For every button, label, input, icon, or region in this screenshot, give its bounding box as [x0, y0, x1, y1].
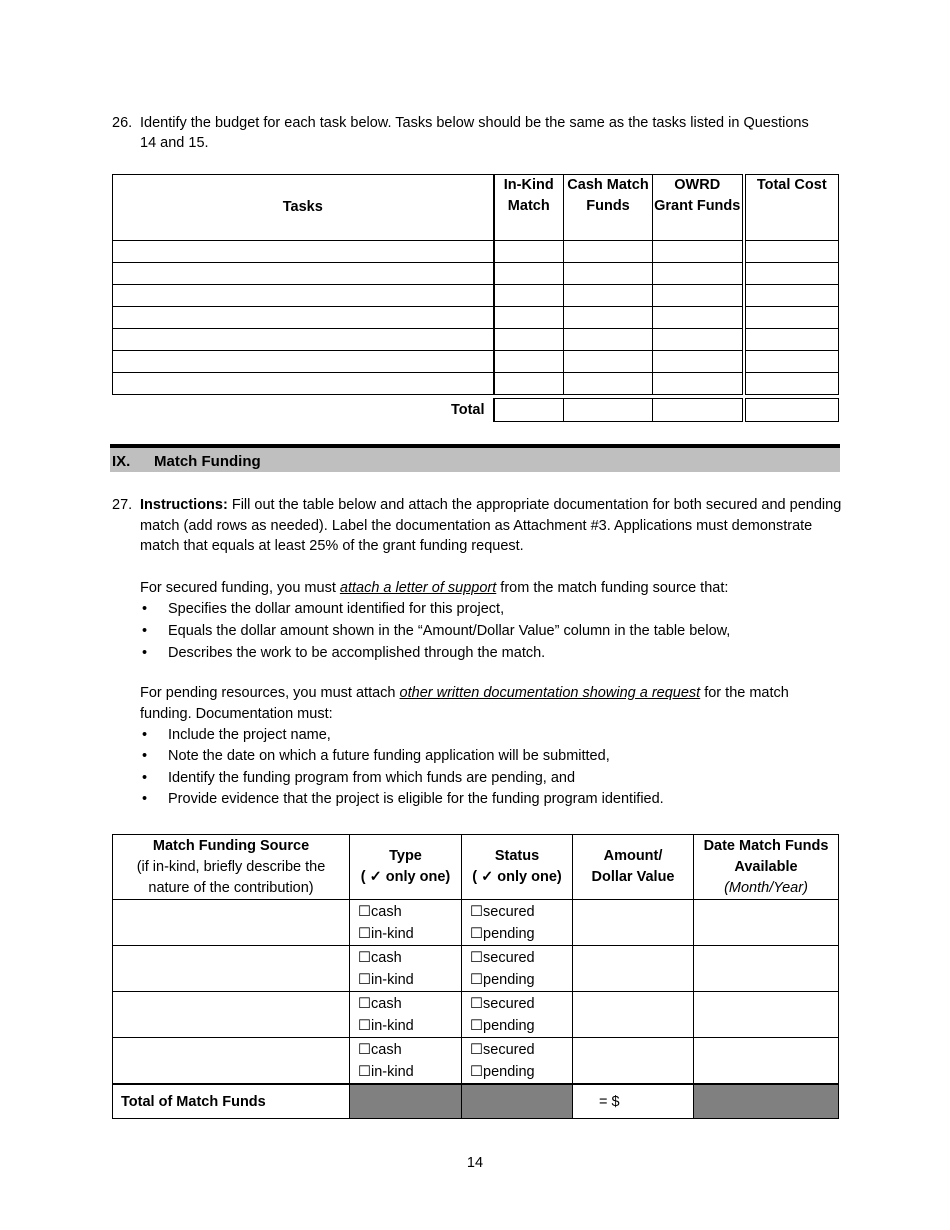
option-label: cash: [371, 950, 402, 966]
task-cell[interactable]: [113, 373, 494, 395]
date-cell[interactable]: [694, 1038, 839, 1085]
instructions-paragraph: [140, 495, 842, 557]
owrd-cell[interactable]: [653, 329, 744, 351]
amount-cell[interactable]: [573, 1038, 694, 1085]
checkbox-icon[interactable]: ☐: [470, 950, 483, 966]
in-kind-cell[interactable]: [494, 307, 564, 329]
task-cell[interactable]: [113, 351, 494, 373]
secured-option[interactable]: [470, 993, 568, 1015]
owrd-cell[interactable]: [653, 241, 744, 263]
type-header-title: Type: [389, 848, 422, 864]
total-cost-header: Total Cost: [744, 175, 839, 241]
total-cell[interactable]: [744, 351, 839, 373]
table-row: [113, 307, 839, 329]
total-match-row: [113, 1084, 839, 1119]
section-header: [110, 444, 840, 472]
question-26: [112, 113, 812, 153]
checkbox-icon[interactable]: ☐: [470, 1042, 483, 1058]
source-header-title: Match Funding Source: [152, 837, 310, 854]
status-options: [462, 946, 573, 992]
option-label: secured: [483, 904, 535, 920]
table-row: [113, 329, 839, 351]
type-header: [350, 835, 462, 900]
header-row: [113, 835, 839, 900]
option-label: in-kind: [371, 1018, 414, 1034]
type-options: [350, 1038, 462, 1085]
status-options: [462, 992, 573, 1038]
total-cell[interactable]: [744, 329, 839, 351]
cash-cell[interactable]: [564, 351, 653, 373]
option-label: cash: [371, 996, 402, 1012]
amount-cell[interactable]: [573, 992, 694, 1038]
option-label: in-kind: [371, 972, 414, 988]
cash-total-cell[interactable]: [564, 399, 653, 422]
option-label: pending: [483, 926, 535, 942]
task-cell[interactable]: [113, 263, 494, 285]
in-kind-cell[interactable]: [494, 241, 564, 263]
question-text: Identify the budget for each task below. Tasks below should be the same as the tasks listed in Questions 14 and 15.: [140, 115, 809, 151]
in-kind-cell[interactable]: [494, 263, 564, 285]
table-row: [113, 946, 839, 992]
page-number: 14: [466, 1155, 484, 1171]
list-item: • Note the date on which a future funding application will be submitted,: [112, 746, 842, 768]
checkbox-icon[interactable]: ☐: [470, 1064, 483, 1080]
shaded-cell: [350, 1084, 462, 1119]
status-header-title: Status: [494, 848, 540, 864]
status-options: [462, 1038, 573, 1085]
date-header-title: Date Match Funds Available: [703, 837, 829, 875]
pending-option[interactable]: [470, 969, 568, 991]
checkbox-icon[interactable]: ☐: [358, 1042, 371, 1058]
task-cell[interactable]: [113, 329, 494, 351]
checkbox-icon[interactable]: ☐: [358, 950, 371, 966]
tasks-header: Tasks: [113, 175, 494, 241]
secured-option[interactable]: [470, 901, 568, 923]
option-label: pending: [483, 1018, 535, 1034]
source-header: [113, 835, 350, 900]
pending-text-end: for the match funding. Documentation must:: [140, 684, 789, 722]
pending-option[interactable]: [470, 1015, 568, 1037]
table-row: [113, 992, 839, 1038]
pending-bullet-list: [112, 725, 842, 811]
list-item: • Specifies the dollar amount identified for this project,: [112, 598, 842, 620]
list-item: • Identify the funding program from which funds are pending, and: [112, 768, 842, 790]
checkbox-icon[interactable]: ☐: [358, 1018, 371, 1034]
cash-cell[interactable]: [564, 373, 653, 395]
cash-option[interactable]: [358, 947, 457, 969]
pending-text: For pending resources, you must attach: [140, 684, 400, 701]
option-label: secured: [483, 996, 535, 1012]
cash-cell[interactable]: [564, 329, 653, 351]
list-item: • Equals the dollar amount shown in the “Amount/Dollar Value” column in the table below,: [112, 620, 842, 642]
section-number: IX.: [112, 453, 131, 470]
in-kind-cell[interactable]: [494, 373, 564, 395]
in-kind-option[interactable]: [358, 1061, 457, 1083]
checkbox-icon[interactable]: ☐: [358, 1064, 371, 1080]
secured-text-end: from the match funding source that:: [496, 579, 729, 596]
instructions-label: Instructions:: [140, 497, 228, 513]
table-row: [113, 1038, 839, 1085]
cash-option[interactable]: [358, 993, 457, 1015]
pending-emphasis: other written documentation showing a request: [399, 684, 701, 701]
question-number: 26.: [112, 115, 133, 131]
total-cell[interactable]: [744, 307, 839, 329]
owrd-grant-header: OWRD Grant Funds: [653, 175, 744, 241]
date-cell[interactable]: [694, 992, 839, 1038]
shaded-cell: [694, 1084, 839, 1119]
checkbox-icon[interactable]: ☐: [470, 904, 483, 920]
option-label: in-kind: [371, 1064, 414, 1080]
status-options: [462, 900, 573, 946]
amount-cell[interactable]: [573, 946, 694, 992]
in-kind-cell[interactable]: [494, 329, 564, 351]
task-cell[interactable]: [113, 241, 494, 263]
date-header-sub: (Month/Year): [724, 879, 808, 896]
checkbox-icon[interactable]: ☐: [358, 904, 371, 920]
checkbox-icon[interactable]: ☐: [470, 1018, 483, 1034]
checkbox-icon[interactable]: ☐: [358, 972, 371, 988]
checkbox-icon[interactable]: ☐: [470, 996, 483, 1012]
cash-option[interactable]: [358, 1039, 457, 1061]
option-label: cash: [371, 904, 402, 920]
checkbox-icon[interactable]: ☐: [470, 926, 483, 942]
owrd-total-cell[interactable]: [653, 399, 744, 422]
secured-option[interactable]: [470, 1039, 568, 1061]
checkbox-icon[interactable]: ☐: [358, 926, 371, 942]
owrd-cell[interactable]: [653, 307, 744, 329]
in-kind-cell[interactable]: [494, 351, 564, 373]
shaded-cell: [462, 1084, 573, 1119]
option-label: pending: [483, 1064, 535, 1080]
owrd-cell[interactable]: [653, 351, 744, 373]
owrd-cell[interactable]: [653, 373, 744, 395]
cash-cell[interactable]: [564, 263, 653, 285]
table-row: [113, 373, 839, 395]
secured-emphasis: attach a letter of support: [339, 579, 497, 596]
in-kind-cell[interactable]: [494, 285, 564, 307]
question-number: 27.: [112, 497, 133, 513]
in-kind-option[interactable]: [358, 1015, 457, 1037]
pending-option[interactable]: [470, 923, 568, 945]
total-cell[interactable]: [744, 285, 839, 307]
table-row: [113, 263, 839, 285]
option-label: secured: [483, 1042, 535, 1058]
option-label: cash: [371, 1042, 402, 1058]
in-kind-total-cell[interactable]: [494, 399, 564, 422]
option-label: secured: [483, 950, 535, 966]
status-header-sub: ( ✓ only one): [472, 869, 562, 885]
type-header-sub: ( ✓ only one): [360, 869, 451, 885]
secured-option[interactable]: [470, 947, 568, 969]
amount-cell[interactable]: [573, 900, 694, 946]
secured-text: For secured funding, you must: [140, 579, 340, 596]
type-options: [350, 946, 462, 992]
checkbox-icon[interactable]: ☐: [358, 996, 371, 1012]
table-row: [113, 241, 839, 263]
list-item: • Include the project name,: [112, 725, 842, 747]
source-cell[interactable]: [113, 992, 350, 1038]
total-cost-total-cell[interactable]: [744, 399, 839, 422]
table-row: [113, 351, 839, 373]
secured-paragraph: [140, 578, 842, 598]
source-cell[interactable]: [113, 900, 350, 946]
type-options: [350, 992, 462, 1038]
date-cell[interactable]: [694, 946, 839, 992]
task-cell[interactable]: [113, 307, 494, 329]
cash-cell[interactable]: [564, 307, 653, 329]
cash-cell[interactable]: [564, 241, 653, 263]
cash-cell[interactable]: [564, 285, 653, 307]
source-cell[interactable]: [113, 946, 350, 992]
pending-paragraph: [140, 683, 842, 725]
list-item: • Provide evidence that the project is eligible for the funding program identified.: [112, 789, 842, 811]
total-cell[interactable]: [744, 263, 839, 285]
status-header: [462, 835, 573, 900]
total-cell[interactable]: [744, 241, 839, 263]
amount-header: Amount/ Dollar Value: [573, 835, 694, 900]
total-label: Total: [450, 402, 485, 418]
option-label: in-kind: [371, 926, 414, 942]
source-cell[interactable]: [113, 1038, 350, 1085]
date-cell[interactable]: [694, 900, 839, 946]
budget-table: [112, 174, 839, 422]
total-cell[interactable]: [744, 373, 839, 395]
instructions-text: Fill out the table below and attach the appropriate documentation for both secured and pending match (add rows as needed). Label the documentation as Attachment #3. Applications must demonstrate match that equals at least 25% of the grant funding request.: [140, 497, 842, 554]
task-cell[interactable]: [113, 285, 494, 307]
match-funding-table: [112, 834, 839, 1119]
source-header-sub: (if in-kind, briefly describe the nature of the contribution): [136, 858, 326, 896]
owrd-cell[interactable]: [653, 285, 744, 307]
table-row: [113, 900, 839, 946]
question-27: [112, 495, 842, 811]
total-row: [113, 399, 839, 422]
section-title: Match Funding: [154, 453, 261, 470]
cash-match-header: Cash Match Funds: [564, 175, 653, 241]
in-kind-header: In-Kind Match: [494, 175, 564, 241]
type-options: [350, 900, 462, 946]
total-match-label: Total of Match Funds: [113, 1084, 350, 1119]
total-amount-cell[interactable]: = $: [573, 1084, 694, 1119]
list-item: • Describes the work to be accomplished through the match.: [112, 642, 842, 664]
secured-bullet-list: [112, 598, 842, 664]
pending-option[interactable]: [470, 1061, 568, 1083]
checkbox-icon[interactable]: ☐: [470, 972, 483, 988]
option-label: pending: [483, 972, 535, 988]
in-kind-option[interactable]: [358, 923, 457, 945]
owrd-cell[interactable]: [653, 263, 744, 285]
in-kind-option[interactable]: [358, 969, 457, 991]
date-header: [694, 835, 839, 900]
cash-option[interactable]: [358, 901, 457, 923]
table-row: [113, 285, 839, 307]
